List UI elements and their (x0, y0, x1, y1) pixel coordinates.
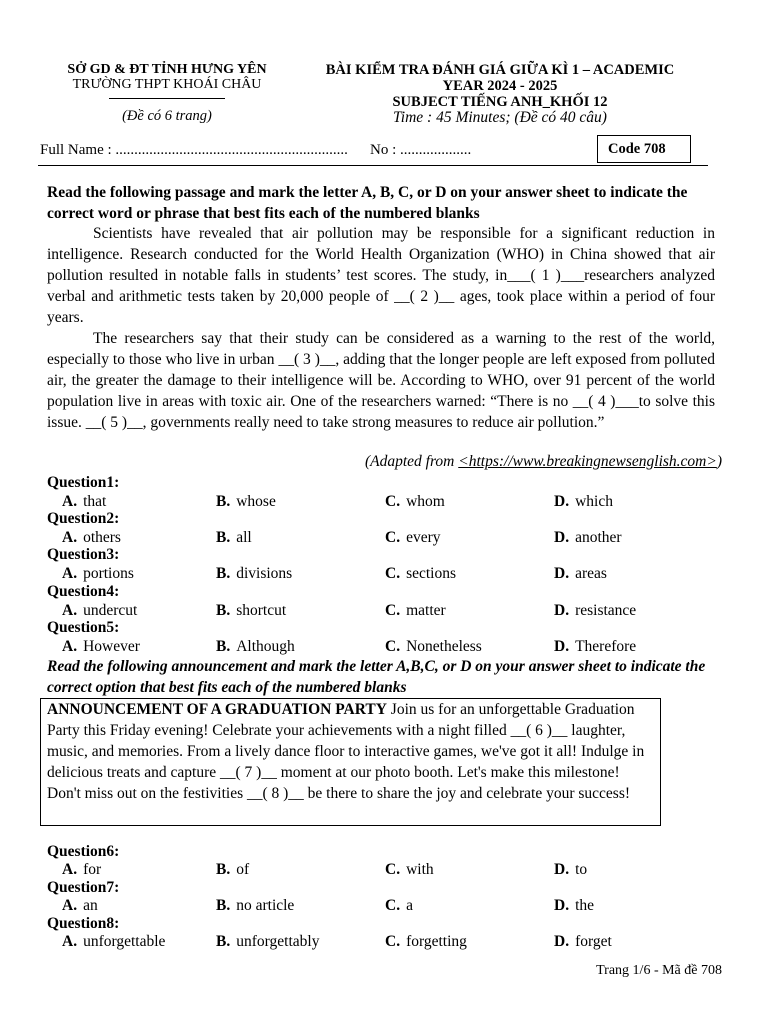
answer-option[interactable] (385, 493, 445, 511)
option-letter: B. (216, 861, 231, 878)
option-text: that (83, 493, 107, 510)
option-letter: A. (62, 493, 78, 510)
test-title-line1: BÀI KIỂM TRA ĐÁNH GIÁ GIỮA KÌ 1 – ACADEMIC (325, 62, 675, 78)
answer-option[interactable] (216, 565, 292, 583)
option-text: the (575, 897, 595, 915)
option-text: for (83, 861, 102, 878)
option-text: However (83, 637, 140, 655)
passage-paragraph-1: Scientists have revealed that air pollution may be responsible for a significant reduction in intelligence. Research conducted for the World Health Organization (WHO) in China showed that air pollution resulted in notable falls in students’ test scores. The study, in___( 1 )___researchers analyzed verbal and arithmetic tests taken by 20,000 people of __( 2 )__ ages, took place within a period of four years. (47, 225, 715, 326)
option-letter: A. (62, 637, 78, 655)
header-rule (38, 165, 708, 166)
subject-line: SUBJECT TIẾNG ANH_KHỐI 12 (392, 94, 608, 110)
answer-option[interactable] (385, 529, 441, 547)
answer-option[interactable] (554, 933, 612, 951)
option-letter: D. (554, 565, 570, 583)
passage-source (365, 453, 722, 471)
announcement-title: ANNOUNCEMENT OF A GRADUATION PARTY (47, 701, 387, 718)
option-text: matter (406, 601, 446, 619)
answer-option[interactable] (62, 933, 165, 951)
question-label: Question1: (47, 474, 120, 491)
option-letter: D. (554, 933, 570, 951)
question-label: Question4: (47, 582, 120, 600)
test-header (300, 62, 700, 126)
option-letter: C. (385, 861, 401, 878)
option-text: forgetting (406, 933, 467, 951)
option-letter: D. (554, 897, 570, 915)
option-letter: D. (554, 493, 570, 510)
option-text: shortcut (236, 601, 287, 619)
answer-option[interactable] (554, 638, 636, 656)
option-letter: A. (62, 601, 78, 619)
section1-instruction: Read the following passage and mark the letter A, B, C, or D on your answer sheet to indicate the correct word or phrase that best fits each of the numbered blanks (47, 184, 688, 222)
option-text: forget (575, 933, 612, 951)
option-text: whose (236, 493, 276, 510)
option-letter: D. (554, 637, 570, 655)
option-letter: C. (385, 493, 401, 510)
option-text: Nonetheless (406, 637, 482, 655)
test-title-line2: YEAR 2024 - 2025 (442, 78, 558, 94)
announcement-body: Join us for an unforgettable Graduation Party this Friday evening! Celebrate your achievements with a night filled __( 6 )__ laughter, music, and memories. From a lively dance floor to interactive games, we've got it all! Indulge in delicious treats and capture __( 7 )__ moment at our photo booth. Let's make this milestone! Don't miss out on the festivities __( 8 )__ be there to share the joy and celebrate your success! (47, 701, 645, 802)
option-text: no article (236, 897, 295, 915)
option-text: areas (575, 565, 607, 583)
page-footer: Trang 1/6 - Mã đề 708 (596, 963, 722, 978)
option-letter: A. (62, 529, 78, 547)
answer-option[interactable] (62, 529, 121, 547)
question-label: Question2: (47, 510, 120, 528)
option-letter: C. (385, 529, 401, 547)
source-link[interactable]: <https://www.breakingnewsenglish.com> (458, 453, 717, 470)
answer-option[interactable] (216, 529, 252, 547)
option-text: unforgettable (83, 933, 166, 951)
option-text: resistance (575, 601, 637, 619)
answer-option[interactable] (62, 493, 106, 511)
answer-option[interactable] (385, 933, 467, 951)
option-letter: C. (385, 601, 401, 619)
option-letter: B. (216, 493, 231, 510)
number-field: No : ................... (370, 142, 472, 158)
answer-option[interactable] (62, 602, 137, 620)
option-text: every (406, 529, 441, 547)
answer-option[interactable] (216, 602, 286, 620)
question-label: Question8: (47, 915, 120, 933)
answer-option[interactable] (385, 565, 456, 583)
option-letter: C. (385, 933, 401, 951)
question-label: Question5: (47, 618, 120, 636)
answer-option[interactable] (216, 638, 295, 656)
announcement-box (40, 698, 661, 826)
answer-option[interactable] (385, 638, 482, 656)
question-label: Question3: (47, 546, 120, 564)
department-name: SỞ GD & ĐT TỈNH HƯNG YÊN (67, 62, 267, 77)
option-letter: B. (216, 601, 231, 619)
exam-code-box: Code 708 (597, 135, 691, 163)
option-letter: B. (216, 637, 231, 655)
answer-option[interactable] (216, 493, 276, 511)
option-letter: A. (62, 933, 78, 951)
reading-passage (47, 223, 715, 433)
option-text: all (236, 529, 252, 547)
option-letter: B. (216, 933, 231, 951)
answer-option[interactable] (554, 493, 613, 511)
option-text: Although (236, 637, 295, 655)
time-line: Time : 45 Minutes; (Đề có 40 câu) (393, 109, 607, 126)
source-suffix: ) (716, 453, 722, 470)
answer-option[interactable] (62, 638, 140, 656)
question-label: Question6: (47, 843, 120, 860)
option-letter: D. (554, 529, 570, 547)
answer-option[interactable] (554, 529, 622, 547)
answer-option[interactable] (554, 565, 607, 583)
answer-option[interactable] (216, 897, 294, 915)
option-letter: A. (62, 565, 78, 583)
school-header (38, 62, 296, 124)
option-text: Therefore (575, 637, 637, 655)
answer-option[interactable] (554, 861, 587, 879)
option-text: an (83, 897, 98, 915)
section2-instruction: Read the following announcement and mark the letter A,B,C, or D on your answer sheet to indicate the correct option that best fits each of the numbered blanks (47, 658, 706, 696)
option-text: to (575, 861, 588, 878)
option-letter: A. (62, 861, 78, 878)
passage-paragraph-2: The researchers say that their study can be considered as a warning to the rest of the world, especially to those who live in urban __( 3 )__, adding that the longer people are left exposed from polluted air, the greater the damage to their intelligence will be. According to WHO, over 91 percent of the world population live in areas with toxic air. One of the researchers warned: “There is no __( 4 )___to solve this issue. __( 5 )__, governments really need to take strong measures to reduce air pollution.” (47, 330, 715, 431)
option-text: of (236, 861, 250, 878)
option-letter: D. (554, 861, 570, 878)
option-letter: A. (62, 897, 78, 915)
option-text: a (406, 897, 413, 915)
answer-option[interactable] (385, 897, 413, 915)
option-text: others (83, 529, 121, 547)
answer-option[interactable] (62, 897, 98, 915)
option-letter: C. (385, 897, 401, 915)
option-letter: B. (216, 897, 231, 915)
answer-option[interactable] (216, 861, 249, 879)
option-text: another (575, 529, 622, 547)
option-letter: B. (216, 529, 231, 547)
option-letter: C. (385, 565, 401, 583)
option-text: whom (406, 493, 445, 510)
option-text: portions (83, 565, 134, 583)
answer-option[interactable] (385, 602, 446, 620)
option-text: unforgettably (236, 933, 320, 951)
answer-option[interactable] (62, 565, 134, 583)
option-text: sections (406, 565, 457, 583)
pages-note: (Đề có 6 trang) (122, 108, 212, 124)
answer-option[interactable] (554, 602, 636, 620)
option-letter: B. (216, 565, 231, 583)
school-name: TRƯỜNG THPT KHOÁI CHÂU (72, 77, 262, 92)
option-text: undercut (83, 601, 138, 619)
option-text: which (575, 493, 613, 510)
answer-option[interactable] (385, 861, 434, 879)
option-text: with (406, 861, 434, 878)
full-name-field: Full Name : .............................................................. (40, 142, 348, 158)
header-divider (109, 98, 225, 99)
answer-option[interactable] (216, 933, 319, 951)
source-prefix: (Adapted from (364, 453, 459, 470)
question-label: Question7: (47, 879, 120, 897)
option-text: divisions (236, 565, 293, 583)
option-letter: D. (554, 601, 570, 619)
answer-option[interactable] (62, 861, 101, 879)
answer-option[interactable] (554, 897, 594, 915)
option-letter: C. (385, 637, 401, 655)
